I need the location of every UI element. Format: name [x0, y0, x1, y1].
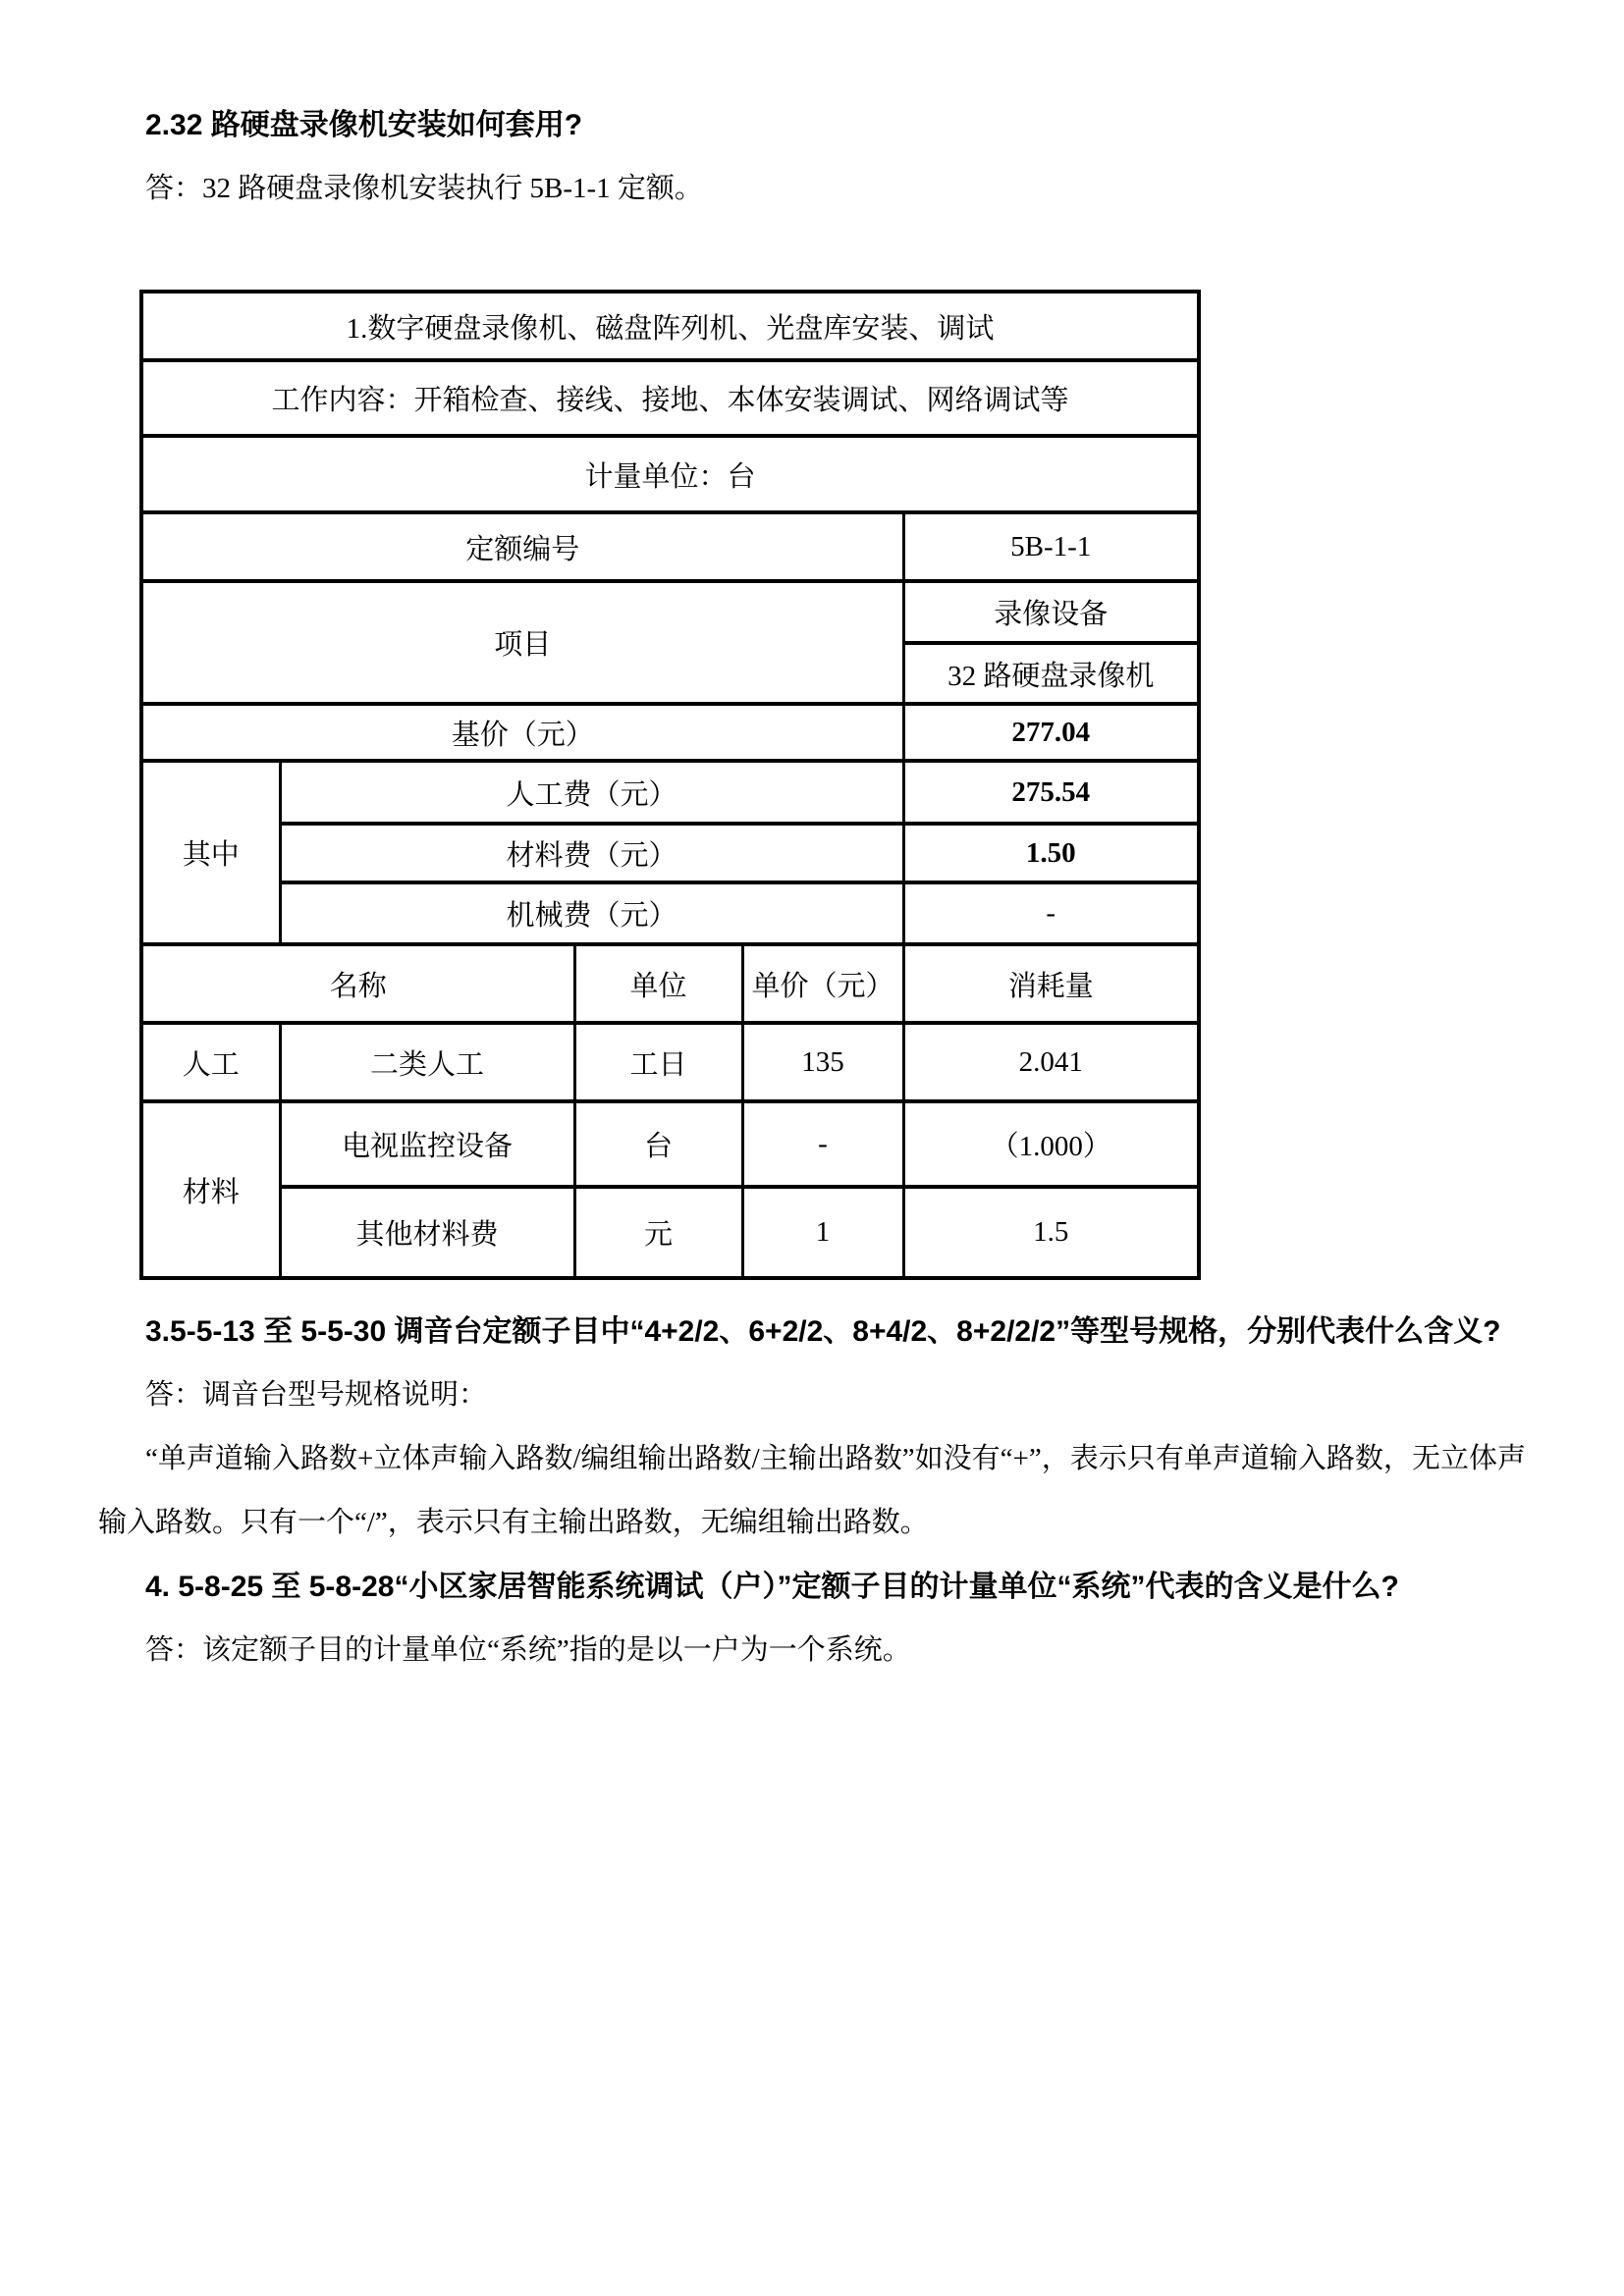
row-category-cell: 人工	[141, 1023, 280, 1101]
project-item-cell: 32 路硬盘录像机	[903, 643, 1199, 704]
header-unit-cell: 单位	[574, 944, 742, 1023]
table-row	[141, 360, 1199, 436]
question-4-heading: 4. 5-8-25 至 5-8-28“小区家居智能系统调试（户）”定额子目的计量单位“系统”代表的含义是什么?	[145, 1571, 1399, 1603]
machine-cost-value-cell: -	[903, 882, 1199, 944]
header-consumption-cell: 消耗量	[903, 944, 1199, 1023]
machine-cost-label-cell: 机械费（元）	[280, 882, 903, 944]
table-row	[141, 761, 1199, 824]
table-row	[141, 436, 1199, 512]
table-row	[141, 292, 1199, 360]
row-name-cell: 其他材料费	[280, 1187, 574, 1278]
header-name-cell: 名称	[141, 944, 574, 1023]
row-category-cell: 材料	[141, 1101, 280, 1278]
quota-no-value-cell: 5B-1-1	[903, 512, 1199, 581]
table-row	[141, 581, 1199, 643]
labor-cost-value-cell: 275.54	[903, 761, 1199, 824]
row-unit-cell: 元	[574, 1187, 742, 1278]
header-unit-price-cell: 单价（元）	[742, 944, 903, 1023]
row-price-cell: -	[742, 1101, 903, 1187]
among-label-cell: 其中	[141, 761, 280, 944]
material-cost-value-cell: 1.50	[903, 824, 1199, 882]
question-2-heading: 2.32 路硬盘录像机安装如何套用?	[145, 109, 583, 141]
table-row	[141, 1101, 1199, 1187]
row-unit-cell: 台	[574, 1101, 742, 1187]
table-header-row	[141, 944, 1199, 1023]
question-4-answer: 答：该定额子目的计量单位“系统”指的是以一户为一个系统。	[145, 1634, 911, 1666]
base-price-label-cell: 基价（元）	[141, 704, 903, 761]
unit-note-cell: 计量单位：台	[141, 436, 1199, 512]
table-title-cell: 1.数字硬盘录像机、磁盘阵列机、光盘库安装、调试	[141, 292, 1199, 360]
question-3-answer-intro: 答：调音台型号规格说明：	[145, 1379, 488, 1411]
material-cost-label-cell: 材料费（元）	[280, 824, 903, 882]
row-name-cell: 电视监控设备	[280, 1101, 574, 1187]
table-row	[141, 824, 1199, 882]
table-row	[141, 882, 1199, 944]
question-3-answer-detail: “单声道输入路数+立体声输入路数/编组输出路数/主输出路数”如没有“+”，表示只有单声道输入路数，无立体声输入路数。只有一个“/”，表示只有主输出路数，无编组输出路数。	[98, 1443, 1526, 1538]
base-price-value-cell: 277.04	[903, 704, 1199, 761]
row-name-cell: 二类人工	[280, 1023, 574, 1101]
project-label-cell: 项目	[141, 581, 903, 704]
question-3-heading: 3.5-5-13 至 5-5-30 调音台定额子目中“4+2/2、6+2/2、8+4/2、8+2/2/2”等型号规格，分别代表什么含义?	[145, 1315, 1501, 1348]
quota-table	[139, 290, 1201, 1280]
row-unit-cell: 工日	[574, 1023, 742, 1101]
project-category-cell: 录像设备	[903, 581, 1199, 643]
table-row	[141, 704, 1199, 761]
work-content-cell: 工作内容：开箱检查、接线、接地、本体安装调试、网络调试等	[141, 360, 1199, 436]
quota-no-label-cell: 定额编号	[141, 512, 903, 581]
table-row	[141, 1023, 1199, 1101]
table-row	[141, 512, 1199, 581]
row-price-cell: 1	[742, 1187, 903, 1278]
table-row	[141, 1187, 1199, 1278]
row-consumption-cell: （1.000）	[903, 1101, 1199, 1187]
question-2-answer: 答：32 路硬盘录像机安装执行 5B-1-1 定额。	[145, 173, 703, 204]
row-consumption-cell: 2.041	[903, 1023, 1199, 1101]
row-price-cell: 135	[742, 1023, 903, 1101]
labor-cost-label-cell: 人工费（元）	[280, 761, 903, 824]
row-consumption-cell: 1.5	[903, 1187, 1199, 1278]
